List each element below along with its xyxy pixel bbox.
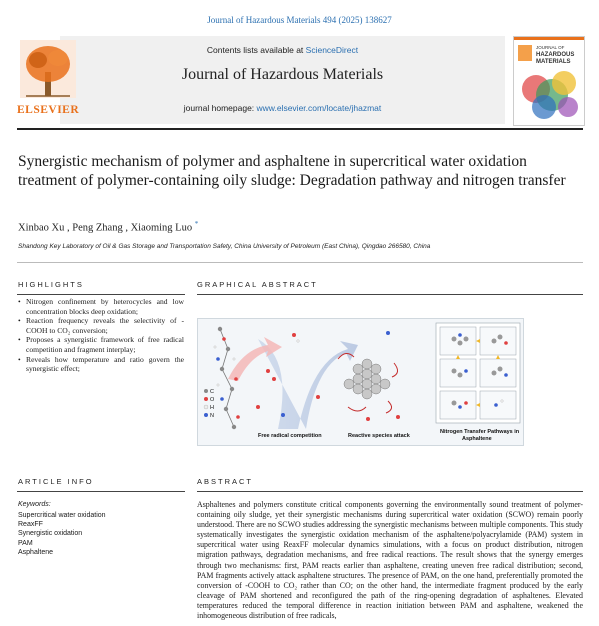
publisher-wordmark: ELSEVIER (17, 104, 80, 116)
homepage-line (60, 103, 505, 113)
legend-oxygen: O (210, 397, 215, 403)
cover-title-3: MATERIALS (536, 59, 571, 65)
keywords-heading: Keywords: (18, 501, 51, 508)
journal-name: Journal of Hazardous Materials (181, 66, 384, 83)
corresponding-author-mark[interactable]: * (194, 220, 199, 228)
homepage-prefix: journal homepage: (183, 103, 257, 113)
article-info-rule (17, 491, 185, 492)
highlight-item: • Nitrogen confinement by heterocycles and low concentration blocks deep oxidation; (18, 297, 184, 316)
abstract-rule (197, 491, 583, 492)
keyword: PAM (18, 539, 33, 547)
article-title: Synergistic mechanism of polymer and asphaltene in supercritical water oxidation treatment of polymer-containing oily sludge: Degradation pathway and nitrogen transfer (18, 153, 566, 189)
keyword: Supercritical water oxidation (18, 512, 106, 519)
masthead-rule (17, 128, 583, 130)
affiliation: Shandong Key Laboratory of Oil & Gas Storage and Transportation Safety, China University of Petroleum (East China), Qingdao 266580, China (18, 243, 431, 250)
authors-text[interactable]: Xinbao Xu , Peng Zhang , Xiaoming Luo (18, 222, 193, 234)
graphical-abstract-rule (197, 294, 583, 295)
abstract-body: Asphaltenes and polymers constitute critical components governing the environmentally sound treatment of polymer-containing oily sludge, yet their synergistic mechanisms during supercritical water oxidation (SCWO) remain poorly understood. There are no SCWO studies addressing the synergistic mechanisms between multiple components. This study systematically investigates the synergistic oxidation mechanism of the asphaltene/polyacrylamide (PAM) system in supercritical water using ReaxFF molecular dynamics simulations, with a focus on product distribution, nitrogen migration pathways, degradation mechanisms, and free radical reactions. The result shows that the synergy emerges through two mechanisms: first, PAM reacts earlier than asphaltene, creating uneven free radical distribution; second, PAM fragments actively attack asphaltene structures. The presence of PAM, on the one hand, preferentially promoted the conversion of -COOH to CO₂ rather than CO; on the other hand, the intermediate fragment produced by the early cleavage of PAM shortened and reconfigured the path of the ring-opening degradation of asphaltenes. Elevated temperatures reduced the temporal difference in reaction initiation between PAM and asphaltene, weakened the inhomogeneous distribution of free radicals, (197, 500, 583, 621)
sciencedirect-link[interactable]: ScienceDirect (305, 45, 359, 55)
legend-carbon: C (210, 389, 214, 395)
journal-cover-thumbnail[interactable] (513, 36, 585, 126)
legend-hydrogen: H (210, 405, 214, 411)
contents-prefix: Contents lists available at (206, 45, 306, 55)
abstract-heading: ABSTRACT (197, 477, 254, 486)
cover-title-1: JOURNAL OF (536, 45, 565, 50)
author-list (18, 220, 198, 234)
panel-caption-radical: Free radical competition (258, 433, 322, 439)
highlights-rule (17, 294, 185, 295)
journal-citation[interactable]: Journal of Hazardous Materials 494 (2025) 138627 (207, 15, 392, 25)
journal-homepage-link[interactable]: www.elsevier.com/locate/jhazmat (256, 103, 382, 113)
highlight-item: • Reaction frequency reveals the selectivity of -COOH to CO₂ conversion; (18, 316, 184, 335)
article-info-heading: ARTICLE INFO (18, 477, 94, 486)
keyword: Synergistic oxidation (18, 530, 83, 538)
graphical-abstract-art (198, 319, 523, 445)
contents-line (60, 45, 505, 55)
cover-art (514, 37, 584, 125)
graphical-abstract-figure[interactable] (197, 318, 524, 446)
keyword: ReaxFF (18, 521, 43, 529)
highlights-heading: HIGHLIGHTS (18, 280, 84, 289)
legend-nitrogen: N (210, 413, 214, 419)
graphical-abstract-heading: GRAPHICAL ABSTRACT (197, 280, 318, 289)
panel-caption-nitrogen-2: Asphaltene (462, 436, 492, 442)
keyword: Asphaltene (18, 548, 54, 556)
highlights-list (18, 297, 184, 374)
highlight-item: • Reveals how temperature and ratio govern the synergistic effect; (18, 354, 184, 374)
cover-emblem (518, 45, 532, 61)
panel-caption-nitrogen-1: Nitrogen Transfer Pathways in (440, 429, 520, 435)
highlight-item: • Proposes a synergistic framework of free radical competition and fragment interplay; (18, 335, 184, 354)
panel-caption-attack: Reactive species attack (348, 433, 410, 439)
cover-title-2: HAZARDOUS (536, 52, 575, 58)
keywords-list (18, 511, 106, 557)
header-divider (17, 262, 583, 263)
